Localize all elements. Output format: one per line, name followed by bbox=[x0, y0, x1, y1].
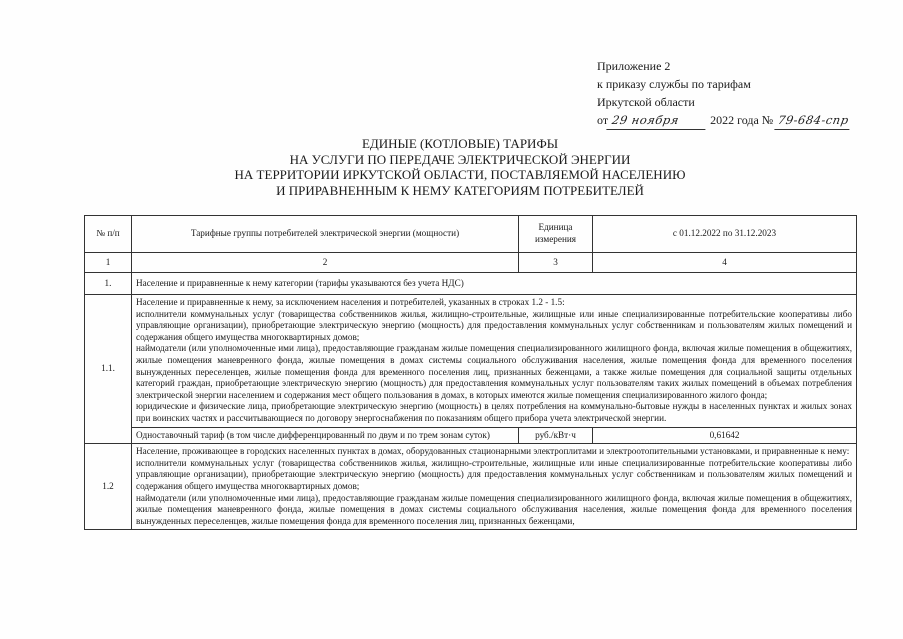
colnum-2: 2 bbox=[132, 253, 519, 273]
handwritten-order-number: 79-684-спр bbox=[775, 111, 853, 130]
column-number-row bbox=[85, 253, 857, 273]
document-title bbox=[200, 136, 720, 198]
row-1-1-p3: наймодатели (или уполномоченные ими лица), предоставляющие гражданам жилые помещения специализированного жилищного фонда, включая жилые помещения в общежитиях, жилые помещения маневренного фонда, жилые помещения в домах системы социального обслуживания населения, жилые помещения фонда для временного поселения вынужденных переселенцев, жилые помещения фонда для временного поселения лиц, признанных беженцами, а также жилые помещения для социальной защиты отдельных категорий граждан, приобретающие электрическую энергию (мощность) для предоставления коммунальных услуг пользователям таких жилых помещений в объемах потребления электрической энергии населением и содержания мест общего пользования в домах, в которых имеются жилые помещения специализированного жилого фонда; bbox=[136, 343, 852, 400]
section-1-text: Население и приравненные к нему категории (тарифы указываются без учета НДС) bbox=[132, 273, 857, 295]
header-unit: Единица измерения bbox=[519, 216, 593, 253]
table-header-row bbox=[85, 216, 857, 253]
row-1-1-p2: исполнители коммунальных услуг (товарищества собственников жилья, жилищно-строительные, жилищные или иные специализированные потребительские кооперативы либо управляющие организации), приобретающие электрическую энергию (мощность) для предоставления коммунальных услуг собственникам и пользователям жилых помещений и содержания общего имущества многоквартирных домов; bbox=[136, 308, 852, 342]
appendix-block bbox=[597, 57, 851, 130]
header-period: с 01.12.2022 по 31.12.2023 bbox=[593, 216, 857, 253]
year-text: 2022 года № bbox=[710, 113, 774, 127]
row-1-2-num: 1.2 bbox=[85, 444, 132, 530]
section-1-num: 1. bbox=[85, 273, 132, 295]
date-prefix: от bbox=[597, 113, 609, 127]
row-1-1-p1: Население и приравненные к нему, за исключением населения и потребителей, указанных в строках 1.2 - 1.5: bbox=[136, 297, 565, 307]
colnum-3: 3 bbox=[519, 253, 593, 273]
header-num: № п/п bbox=[85, 216, 132, 253]
row-1-2-p1: Население, проживающее в городских населенных пунктах в домах, оборудованных стационарными электроплитами и электроотопительными установками, и приравненные к нему: bbox=[136, 446, 850, 457]
title-line-1: ЕДИНЫЕ (КОТЛОВЫЕ) ТАРИФЫ bbox=[361, 136, 559, 151]
row-1-1-unit: руб./кВт·ч bbox=[519, 427, 593, 444]
handwritten-date: 29 ноября bbox=[606, 111, 708, 130]
title-line-3: НА ТЕРРИТОРИИ ИРКУТСКОЙ ОБЛАСТИ, ПОСТАВЛЯЕМОЙ НАСЕЛЕНИЮ bbox=[234, 167, 686, 182]
row-1-1-tariff-label: Одноставочный тариф (в том числе дифференцированный по двум и по трем зонам суток) bbox=[132, 427, 519, 444]
row-1-2-p3: наймодатели (или уполномоченные ими лица), предоставляющие гражданам жилые помещения специализированного жилищного фонда, включая жилые помещения в общежитиях, жилые помещения маневренного фонда, жилые помещения в домах системы социального обслуживания населения, жилые помещения фонда для временного поселения вынужденных переселенцев, жилые помещения фонда для временного поселения лиц, признанных беженцами, bbox=[136, 492, 852, 526]
header-group: Тарифные группы потребителей электрической энергии (мощности) bbox=[132, 216, 519, 253]
appendix-date-line bbox=[597, 111, 851, 130]
row-1-1-p4: юридические и физические лица, приобретающие электрическую энергию (мощность) в целях потребления на коммунально-бытовые нужды в населенных пунктах и жилых зонах при воинских частях и рассчитывающиеся по договору энергоснабжения по показаниям общего прибора учета электрической энергии. bbox=[136, 401, 852, 423]
appendix-title: Приложение 2 bbox=[597, 59, 671, 73]
tariff-table bbox=[84, 215, 857, 530]
colnum-4: 4 bbox=[593, 253, 857, 273]
colnum-1: 1 bbox=[85, 253, 132, 273]
section-row-1 bbox=[85, 273, 857, 295]
appendix-order-ref: к приказу службы по тарифам bbox=[597, 77, 751, 91]
title-line-4: И ПРИРАВНЕННЫМ К НЕМУ КАТЕГОРИЯМ ПОТРЕБИТЕЛЕЙ bbox=[276, 182, 644, 198]
row-1-1-num: 1.1. bbox=[85, 295, 132, 444]
row-1-1-description bbox=[132, 295, 857, 428]
title-line-2: НА УСЛУГИ ПО ПЕРЕДАЧЕ ЭЛЕКТРИЧЕСКОЙ ЭНЕРГИИ bbox=[289, 151, 631, 167]
table-row-1-1 bbox=[85, 295, 857, 428]
table-row-1-1-tariff bbox=[85, 427, 857, 444]
appendix-region: Иркутской области bbox=[597, 95, 695, 109]
row-1-1-value: 0,61642 bbox=[593, 427, 857, 444]
row-1-2-p2: исполнители коммунальных услуг (товарищества собственников жилья, жилищно-строительные, жилищные или иные специализированные потребительские кооперативы либо управляющие организации), приобретающие электрическую энергию (мощность) для предоставления коммунальных услуг собственникам и пользователям жилых помещений и содержания общего имущества многоквартирных домов; bbox=[136, 457, 852, 491]
row-1-2-description bbox=[132, 444, 857, 530]
table-row-1-2 bbox=[85, 444, 857, 530]
